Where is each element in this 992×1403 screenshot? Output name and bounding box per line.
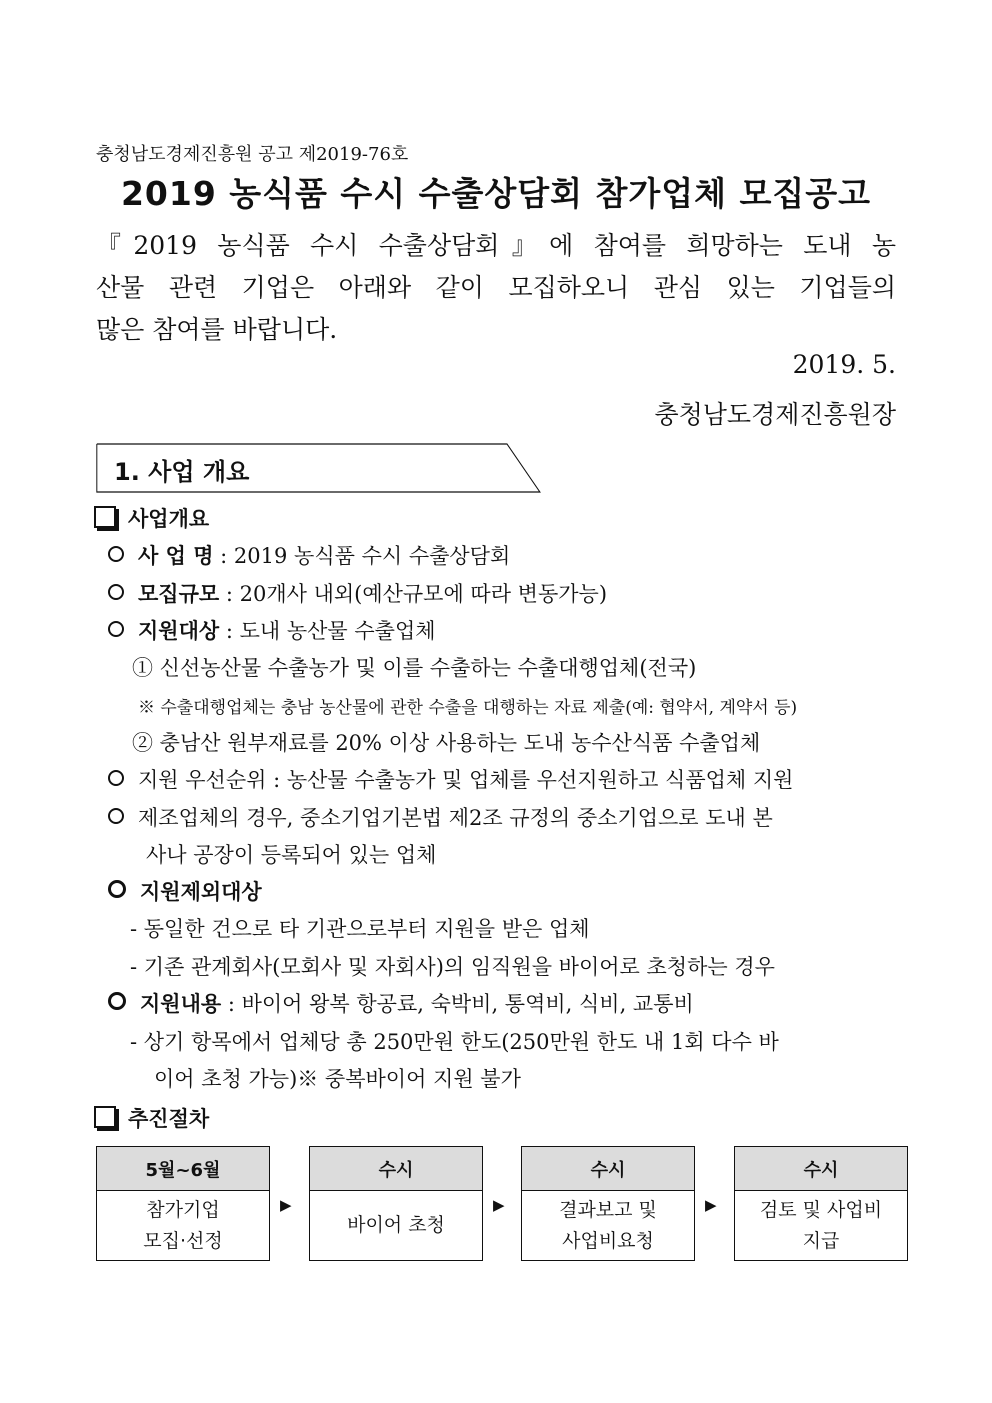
exclusion-row (108, 876, 262, 906)
procedure-step-1 (96, 1146, 270, 1261)
project-name-value: 2019 농식품 수시 수출상담회 (233, 544, 511, 568)
arrow-right-icon: ▶ (705, 1196, 717, 1214)
priority-row (108, 764, 793, 794)
step-text-line-2: 모집·선정 (143, 1229, 223, 1252)
step-period: 수시 (522, 1147, 694, 1191)
step-text-line-1: 참가기업 (146, 1198, 220, 1221)
overview-heading-label: 사업개요 (128, 507, 210, 531)
procedure-step-3 (521, 1146, 695, 1261)
step-period: 수시 (735, 1147, 907, 1191)
scale-label: 모집규모 (138, 582, 220, 606)
step-period: 수시 (310, 1147, 482, 1191)
step-text-line-1: 바이어 초청 (347, 1214, 445, 1236)
scale-value: 20개사 내외(예산규모에 따라 변동가능) (239, 582, 608, 606)
step-body (735, 1191, 907, 1260)
circle-bullet-icon (108, 880, 126, 898)
circle-bullet-icon (108, 770, 124, 786)
notice-date: 2019. 5. (792, 350, 896, 379)
arrow-right-icon: ▶ (493, 1196, 505, 1214)
target-label: 지원대상 (138, 619, 220, 643)
arrow-right-icon: ▶ (280, 1196, 292, 1214)
support-detail-line-1: - 상기 항목에서 업체당 총 250만원 한도(250만원 한도 내 1회 다수 바 (130, 1030, 779, 1054)
circle-bullet-icon (108, 808, 124, 824)
project-name-label: 사 업 명 (138, 544, 214, 568)
step-text-line-2: 사업비요청 (562, 1229, 654, 1252)
intro-line-1: 『2019 농식품 수시 수출상담회』에 참여를 희망하는 도내 농 (96, 231, 896, 260)
step-period: 5월~6월 (97, 1147, 269, 1191)
circle-bullet-icon (108, 621, 124, 637)
step-body (97, 1191, 269, 1260)
circle-bullet-icon (108, 992, 126, 1010)
step-text-line-1: 검토 및 사업비 (759, 1198, 883, 1221)
priority-text: 지원 우선순위 : 농산물 수출농가 및 업체를 우선지원하고 식품업체 지원 (138, 768, 794, 792)
notice-number: 충청남도경제진흥원 공고 제2019-76호 (96, 144, 409, 165)
procedure-heading (94, 1103, 209, 1133)
exclusion-label: 지원제외대상 (140, 880, 262, 904)
section-1-tab (96, 443, 541, 493)
checkbox-square-icon (94, 506, 116, 528)
procedure-step-4 (734, 1146, 908, 1261)
manufacturer-text-line-2: 사나 공장이 등록되어 있는 업체 (146, 843, 437, 867)
step-body (522, 1191, 694, 1260)
manufacturer-text-line-1: 제조업체의 경우, 중소기업기본법 제2조 규정의 중소기업으로 도내 본 (138, 806, 773, 830)
overview-heading (94, 503, 209, 533)
step-text-line-2: 지급 (802, 1229, 840, 1252)
support-detail-line-2: 이어 초청 가능)※ 중복바이어 지원 불가 (154, 1067, 521, 1091)
support-row: 지원내용 : 바이어 왕복 항공료, 숙박비, 통역비, 식비, 교통비 (108, 988, 694, 1018)
target-row: 지원대상 : 도내 농산물 수출업체 (108, 615, 436, 645)
project-name-row: 사 업 명 : 2019 농식품 수시 수출상담회 (108, 540, 510, 570)
target-item-2: ② 충남산 원부재료를 20% 이상 사용하는 도내 농수산식품 수출업체 (132, 731, 761, 755)
target-value: 도내 농산물 수출업체 (239, 619, 436, 643)
step-body (310, 1191, 482, 1260)
support-label: 지원내용 (140, 992, 222, 1016)
intro-line-2: 산물 관련 기업은 아래와 같이 모집하오니 관심 있는 기업들의 (96, 273, 896, 302)
manufacturer-row (108, 802, 773, 832)
target-item-1: ① 신선농산물 수출농가 및 이를 수출하는 수출대행업체(전국) (132, 656, 697, 680)
intro-line-3: 많은 참여를 바랍니다. (96, 315, 338, 344)
page-title: 2019 농식품 수시 수출상담회 참가업체 모집공고 (120, 174, 872, 213)
support-value: 바이어 왕복 항공료, 숙박비, 통역비, 식비, 교통비 (241, 992, 694, 1016)
section-1-title: 1. 사업 개요 (114, 458, 250, 486)
organization-name: 충청남도경제진흥원장 (654, 400, 896, 429)
exclusion-item-1: - 동일한 건으로 타 기관으로부터 지원을 받은 업체 (130, 917, 590, 941)
scale-row: 모집규모 : 20개사 내외(예산규모에 따라 변동가능) (108, 578, 607, 608)
exclusion-item-2: - 기존 관계회사(모회사 및 자회사)의 임직원을 바이어로 초청하는 경우 (130, 955, 775, 979)
circle-bullet-icon (108, 546, 124, 562)
procedure-step-2 (309, 1146, 483, 1261)
circle-bullet-icon (108, 584, 124, 600)
target-note: ※ 수출대행업체는 충남 농산물에 관한 수출을 대행하는 자료 제출(예: 협약서, 계약서 등) (138, 698, 798, 718)
checkbox-square-icon (94, 1106, 116, 1128)
step-text-line-1: 결과보고 및 (559, 1198, 657, 1221)
procedure-heading-label: 추진절차 (128, 1107, 210, 1131)
